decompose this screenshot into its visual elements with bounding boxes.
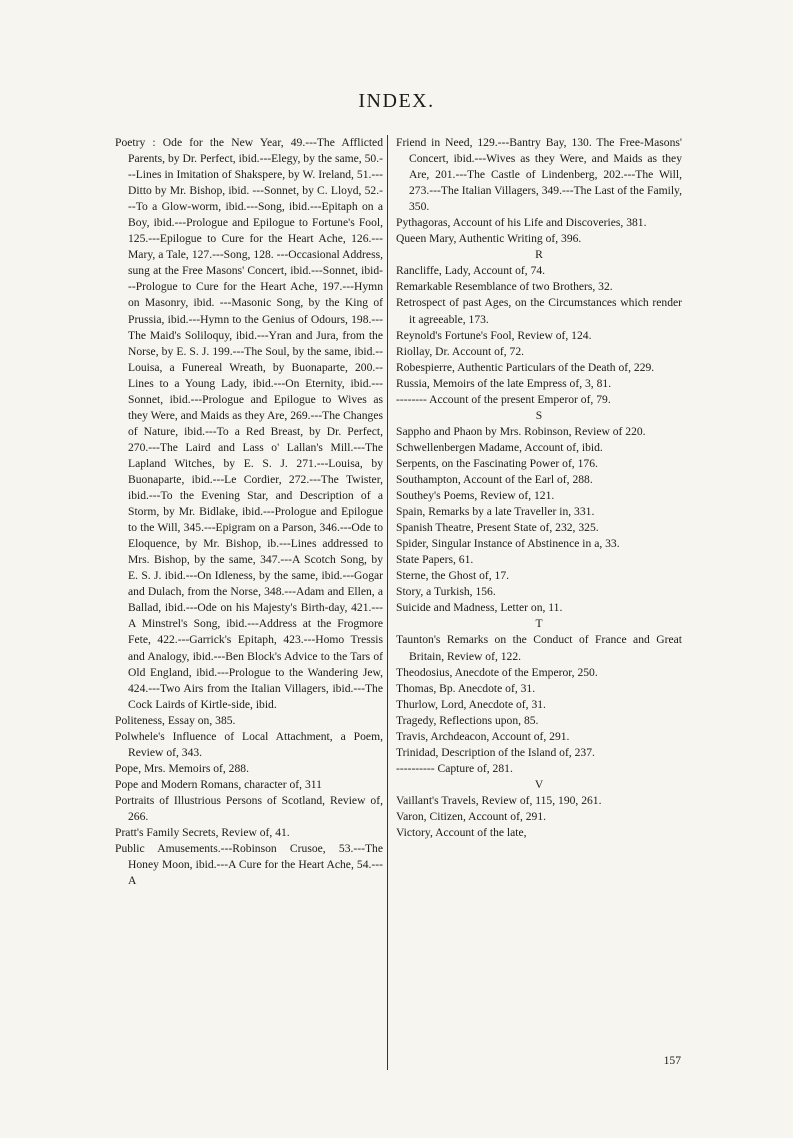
index-column-left <box>115 135 383 889</box>
index-entry: Spain, Remarks by a late Traveller in, 331. <box>396 505 595 519</box>
section-letter: T <box>535 617 543 631</box>
index-entry: Suicide and Madness, Letter on, 11. <box>396 601 563 615</box>
index-entry: Varon, Citizen, Account of, 291. <box>396 809 547 823</box>
page-title: INDEX. <box>358 90 435 112</box>
section-letter: S <box>535 408 543 422</box>
index-entry: Sappho and Phaon by Mrs. Robinson, Review of 220. <box>396 424 646 438</box>
index-entry: Poetry : Ode for the New Year, 49.---The Afflicted Parents, by Dr. Perfect, ibid.---Elegy, by the same, 50.---Lines in Imitation of Shakspere, by W. Ireland, 51.---Ditto by Mr. Bishop, ibid. ---Sonnet, by C. Lloyd, 52.---To a Glow-worm, ibid.---Song, ibid.---Epitaph on a Boy, ibid.---Prologue and Epilogue to Fortune's Fool, 125.---Epilogue to Cure for the Heart Ache, 126.---Mary, a Tale, 127.---Song, 128. ---Occasional Address, sung at the Free Masons' Concert, ibid.---Sonnet, ibid---Prologue to Cure for the Heart Ache, 197.---Hymn on Masonry, ibid. ---Masonic Song, by the King of Prussia, ibid.---Hymn to the Genius of Odours, 198.---The Maid's Soliloquy, ibid.---Yran and Jura, from the Norse, by E. S. J. 199.---The Soul, by the same, ibid.--Louisa, a Funereal Wreath, by Buonaparte, 200.--Lines to a Young Lady, ibid.---On Eternity, ibid.---Sonnet, ibid.---Prologue and Epilogue to Wives as they Were, and Maids as they Are, 269.---The Changes of Nature, ibid.---To a Red Breast, by Dr. Perfect, 270.---The Laird and Lass o' Lallan's Mill.---The Lapland Witches, by E. S. J. 271.---Louisa, by Buonaparte, ibid.---Le Cordier, 272.---The Twister, ibid.---To the Evening Star, and Description of a Storm, by Mr. Bidlake, ibid.---Prologue and Epilogue to the Will, 345.---Epigram on a Parson, 346.---Ode to Eloquence, by Mr. Bishop, ib.---Lines addressed to Mrs. Bishop, by the same, 347.---A Scotch Song, by E. S. J. ibid.---On Idleness, by the same, ibid.---Gogar and Dulach, from the Norse, 348.---Adam and Ellen, a Ballad, ibid.---Ode on his Majesty's Birth-day, 421.---A Minstrel's Song, ibid.---Address at the Frogmore Fete, 422.---Garrick's Epitaph, 423.---Homo Tressis and Analogy, ibid.---Ben Block's Advice to the Tars of Old England, ibid.---Prologue to the Wandering Jew, 424.---Two Airs from the Italian Villagers, ibid.---The Cock Lairds of Kirtle-side, ibid. <box>115 136 383 711</box>
index-entry: Pope, Mrs. Memoirs of, 288. <box>115 761 249 775</box>
index-entry: Pratt's Family Secrets, Review of, 41. <box>115 826 290 840</box>
index-entry: Pythagoras, Account of his Life and Discoveries, 381. <box>396 216 647 230</box>
index-entry: Public Amusements.---Robinson Crusoe, 53.---The Honey Moon, ibid.---A Cure for the Heart Ache, 54.---A <box>115 842 383 888</box>
section-letter: V <box>534 777 544 791</box>
index-entry: Vaillant's Travels, Review of, 115, 190, 261. <box>396 793 602 807</box>
index-entry: Schwellenbergen Madame, Account of, ibid. <box>396 440 603 454</box>
index-entry: Russia, Memoirs of the late Empress of, 3, 81. <box>396 376 612 390</box>
index-entry: Story, a Turkish, 156. <box>396 585 496 599</box>
index-entry: Travis, Archdeacon, Account of, 291. <box>396 729 570 743</box>
index-entry: Retrospect of past Ages, on the Circumstances which render it agreeable, 173. <box>396 296 682 326</box>
index-column-right <box>396 135 682 841</box>
index-entry: Politeness, Essay on, 385. <box>115 713 236 727</box>
index-entry: Taunton's Remarks on the Conduct of France and Great Britain, Review of, 122. <box>396 633 682 663</box>
index-entry: Robespierre, Authentic Particulars of the Death of, 229. <box>396 360 655 374</box>
index-entry: State Papers, 61. <box>396 553 474 567</box>
index-entry: Queen Mary, Authentic Writing of, 396. <box>396 232 582 246</box>
page-number: 157 <box>663 1054 681 1067</box>
index-entry: Pope and Modern Romans, character of, 311 <box>115 777 322 791</box>
index-entry: Riollay, Dr. Account of, 72. <box>396 344 525 358</box>
index-entry: Spanish Theatre, Present State of, 232, 325. <box>396 521 599 535</box>
index-entry: Portraits of Illustrious Persons of Scotland, Review of, 266. <box>115 793 383 823</box>
index-entry: ---------- Capture of, 281. <box>396 761 513 775</box>
column-divider <box>387 135 388 1070</box>
index-entry: Victory, Account of the late, <box>396 826 527 840</box>
index-entry: Sterne, the Ghost of, 17. <box>396 569 510 583</box>
index-entry: Remarkable Resemblance of two Brothers, 32. <box>396 280 613 294</box>
section-letter: R <box>535 248 543 262</box>
index-entry: Serpents, on the Fascinating Power of, 176. <box>396 456 598 470</box>
index-entry: Thomas, Bp. Anecdote of, 31. <box>396 681 536 695</box>
index-entry: Theodosius, Anecdote of the Emperor, 250. <box>396 665 598 679</box>
index-entry: Trinidad, Description of the Island of, 237. <box>396 745 595 759</box>
index-entry: Tragedy, Reflections upon, 85. <box>396 713 539 727</box>
index-entry: Southey's Poems, Review of, 121. <box>396 489 555 503</box>
index-entry: Friend in Need, 129.---Bantry Bay, 130. The Free-Masons' Concert, ibid.---Wives as they Were, and Maids as they Are, 201.---The Castle of Lindenberg, 202.---The Will, 273.---The Italian Villagers, 349.---The Last of the Family, 350. <box>396 136 682 214</box>
index-entry: Reynold's Fortune's Fool, Review of, 124. <box>396 328 592 342</box>
index-entry: Spider, Singular Instance of Abstinence in a, 33. <box>396 537 620 551</box>
index-entry: Polwhele's Influence of Local Attachment, a Poem, Review of, 343. <box>115 729 383 759</box>
index-entry: Thurlow, Lord, Anecdote of, 31. <box>396 697 546 711</box>
index-entry: Rancliffe, Lady, Account of, 74. <box>396 264 546 278</box>
index-entry: -------- Account of the present Emperor of, 79. <box>396 392 611 406</box>
index-entry: Southampton, Account of the Earl of, 288. <box>396 472 593 486</box>
